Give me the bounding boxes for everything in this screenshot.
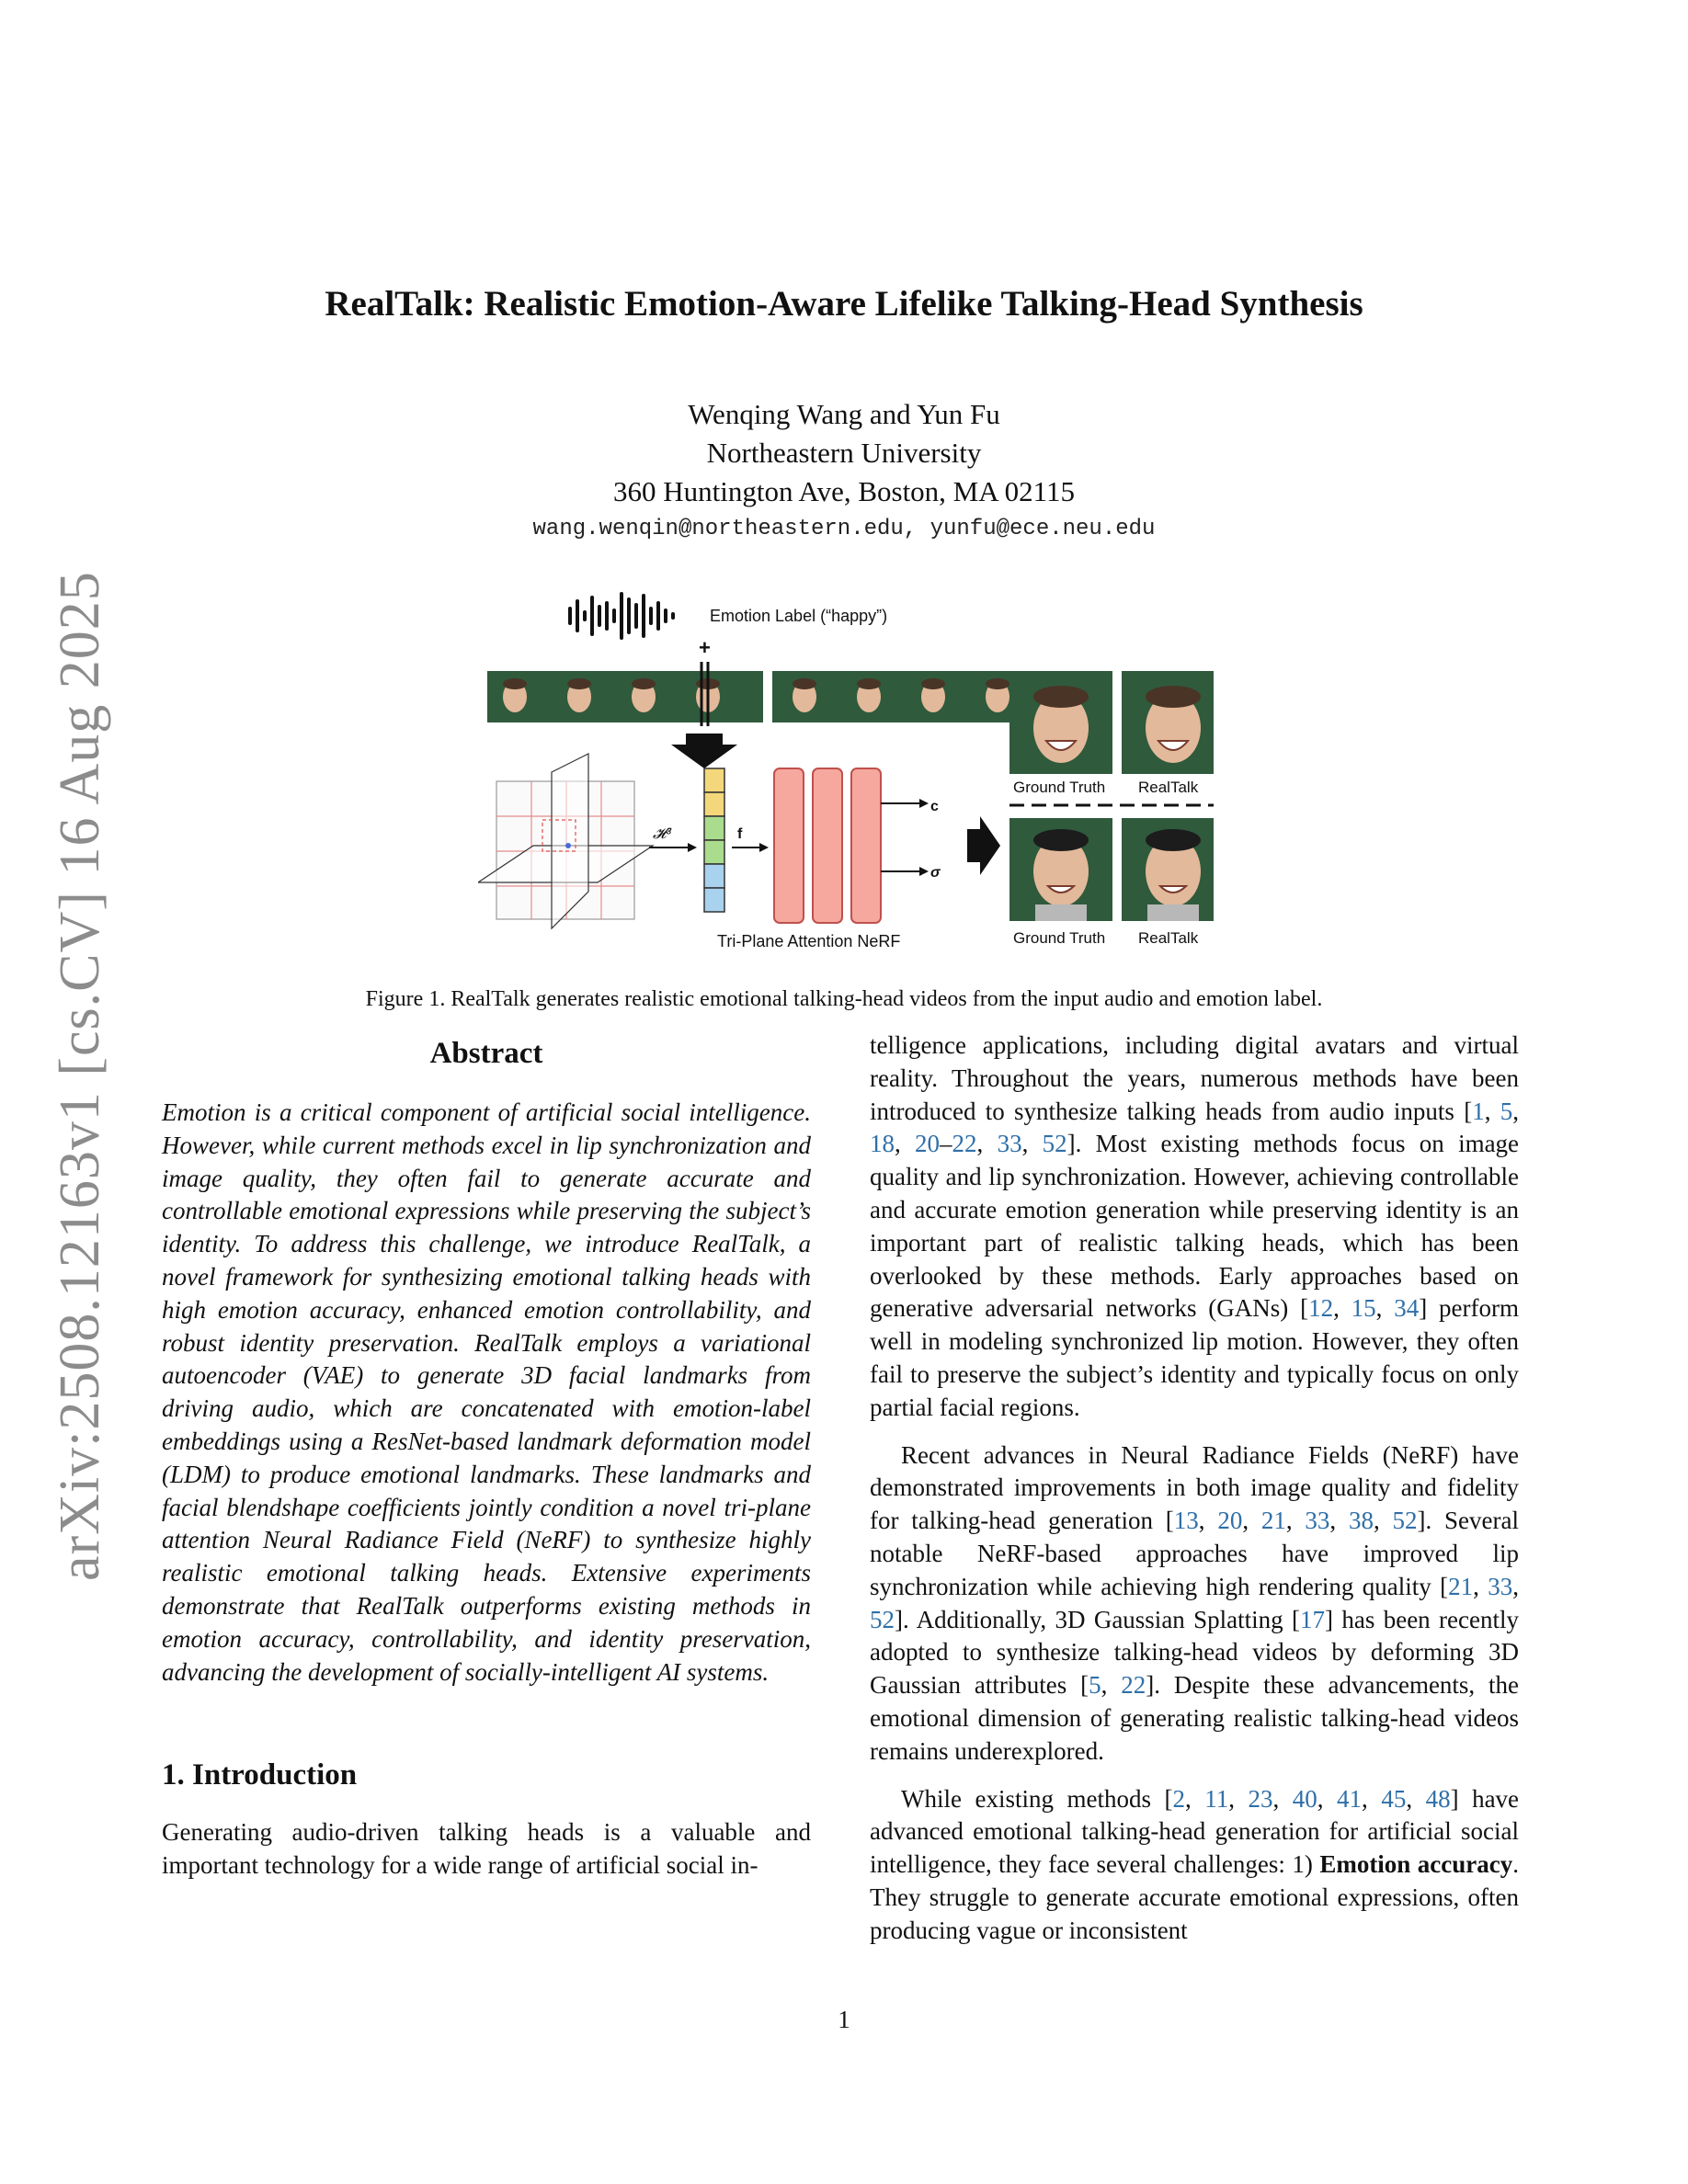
f-label: f xyxy=(737,826,743,842)
down-arrow-icon xyxy=(671,734,737,768)
citation-link[interactable]: 22 xyxy=(952,1130,977,1158)
h3-label: 𝓗³ xyxy=(653,826,671,842)
citation-link[interactable]: 18 xyxy=(870,1130,895,1158)
citation-link[interactable]: 38 xyxy=(1348,1507,1374,1535)
emails: wang.wenqin@northeastern.edu, yunfu@ece.neu.edu xyxy=(532,517,1156,541)
citation-link[interactable]: 41 xyxy=(1337,1784,1363,1813)
section-heading-introduction: 1. Introduction xyxy=(162,1758,358,1792)
figure-caption: Figure 1. RealTalk generates realistic emotional talking-head videos from the input audio and emotion label. xyxy=(365,987,1323,1011)
nerf-label: Tri-Plane Attention NeRF xyxy=(717,932,901,950)
citation-link[interactable]: 22 xyxy=(1121,1671,1146,1700)
c-label: c xyxy=(930,799,939,814)
citation-link[interactable]: 52 xyxy=(1042,1130,1067,1158)
citation-link[interactable]: 52 xyxy=(1392,1507,1418,1535)
left-column xyxy=(162,1029,811,1883)
intro-paragraph-3: While existing methods [2, 11, 23, 40, 41, 45, 48] have advanced emotional talking-head generation for artificial social intelligence, they face several challenges: 1) Emotion accuracy. They struggle to generate accurate emotional expressions, often producing vague or inconsistent xyxy=(870,1784,1520,1944)
citation-link[interactable]: 34 xyxy=(1394,1294,1420,1323)
abstract-heading: Abstract xyxy=(429,1037,543,1070)
citation-link[interactable]: 12 xyxy=(1308,1294,1334,1323)
emphasis-emotion-accuracy: Emotion accuracy xyxy=(1319,1850,1513,1879)
citation-link[interactable]: 45 xyxy=(1381,1784,1407,1813)
citation-link[interactable]: 17 xyxy=(1300,1605,1326,1633)
right-column xyxy=(870,1029,1519,1948)
sigma-label: σ xyxy=(930,865,941,881)
citation-link[interactable]: 33 xyxy=(997,1130,1022,1158)
input-frames xyxy=(487,671,1048,722)
intro-paragraph-2: Recent advances in Neural Radiance Fields (NeRF) have demonstrated improvements in both image quality and fidelity for talking-head generation [13, 20, 21, 33, 38, 52]. Several notable NeRF-based approaches have improved lip synchronization while achieving high rendering quality [21, 33, 52]. Additionally, 3D Gaussian Splatting [17] has been recently adopted to synthesize talking-head videos by deforming 3D Gaussian attributes [5, 22]. Despite these advancements, the emotional dimension of generating realistic talking-head videos remains underexplored. xyxy=(870,1440,1520,1765)
intro-paragraph-1-start: Generating audio-driven talking heads is a valuable and important technology for a wide range of artificial social in- xyxy=(162,1818,811,1880)
emotion-label-text: Emotion Label (“happy”) xyxy=(710,607,888,625)
intro-paragraph-1-cont: telligence applications, including digital avatars and virtual reality. Throughout the years, numerous methods have been introduced to synthesize talking heads from audio inputs [1, 5, 18, 20–22, 33, 52]. Most existing methods focus on image quality and lip synchronization. However, achieving controllable and accurate emotion generation while preserving identity is an important part of realistic talking heads, which has been overlooked by these methods. Early approaches based on generative adversarial networks (GANs) [12, 15, 34] perform well in modeling synchronized lip motion. However, they often fail to preserve the subject’s identity and typically focus on only partial facial regions. xyxy=(870,1031,1520,1421)
citation-link[interactable]: 1 xyxy=(1472,1097,1485,1125)
right-arrow-icon xyxy=(967,816,1000,875)
affiliation: Northeastern University xyxy=(706,437,982,469)
citation-link[interactable]: 23 xyxy=(1248,1784,1273,1813)
feature-vector xyxy=(704,768,724,912)
citation-link[interactable]: 13 xyxy=(1173,1507,1199,1535)
author-block xyxy=(0,395,1688,511)
page-number: 1 xyxy=(838,2006,850,2033)
abstract-body: Emotion is a critical component of artificial social intelligence. However, while current methods excel in lip synchronization and image quality, they often fail to generate accurate and controllable emotional expressions while preserving the subject’s identity. To address this challenge, we introduce RealTalk, a novel framework for synthesizing emotional talking heads with high emotion accuracy, enhanced emotion controllability, and robust identity preservation. RealTalk employs a variational autoencoder (VAE) to generate 3D facial landmarks from driving audio, which are concatenated with emotion-label embeddings using a ResNet-based landmark deformation model (LDM) to produce emotional landmarks. These landmarks and facial blendshape coefficients jointly condition a novel tri-plane attention Neural Radiance Field (NeRF) to synthesize highly realistic emotional talking heads. Extensive experiments demonstrate that RealTalk outperforms existing methods in emotion accuracy, controllability, and identity preservation, advancing the development of socially-intelligent AI systems. xyxy=(162,1098,811,1686)
realtalk-label-bottom: RealTalk xyxy=(1138,929,1199,947)
figure-1 xyxy=(478,579,1214,965)
pipeline-diagram xyxy=(478,579,1214,965)
gt-label-top: Ground Truth xyxy=(1013,779,1106,796)
plus-sign: + xyxy=(699,636,711,659)
paper-title: RealTalk: Realistic Emotion-Aware Lifelike Talking-Head Synthesis xyxy=(325,284,1363,324)
citation-link[interactable]: 5 xyxy=(1500,1097,1513,1125)
result-images xyxy=(1009,671,1214,921)
citation-link[interactable]: 20 xyxy=(915,1130,941,1158)
citation-link[interactable]: 33 xyxy=(1488,1572,1513,1600)
citation-link[interactable]: 40 xyxy=(1292,1784,1317,1813)
citation-link[interactable]: 20 xyxy=(1217,1507,1243,1535)
citation-link[interactable]: 52 xyxy=(870,1605,895,1633)
audio-waveform-icon xyxy=(570,594,673,638)
citation-link[interactable]: 11 xyxy=(1204,1784,1229,1813)
arxiv-identifier: arXiv:2508.12163v1 [cs.CV] 16 Aug 2025 xyxy=(49,571,111,1581)
nerf-blocks xyxy=(774,768,881,923)
address: 360 Huntington Ave, Boston, MA 02115 xyxy=(612,475,1076,507)
authors: Wenqing Wang and Yun Fu xyxy=(688,398,1000,430)
tri-plane-icon xyxy=(478,754,653,928)
gt-label-bottom: Ground Truth xyxy=(1013,929,1106,947)
citation-link[interactable]: 21 xyxy=(1260,1507,1286,1535)
citation-link[interactable]: 15 xyxy=(1351,1294,1376,1323)
citation-link[interactable]: 33 xyxy=(1305,1507,1330,1535)
citation-link[interactable]: 5 xyxy=(1089,1671,1101,1700)
citation-link[interactable]: 21 xyxy=(1448,1572,1474,1600)
citation-link[interactable]: 2 xyxy=(1172,1784,1185,1813)
citation-link[interactable]: 48 xyxy=(1425,1784,1451,1813)
realtalk-label-top: RealTalk xyxy=(1138,779,1199,796)
